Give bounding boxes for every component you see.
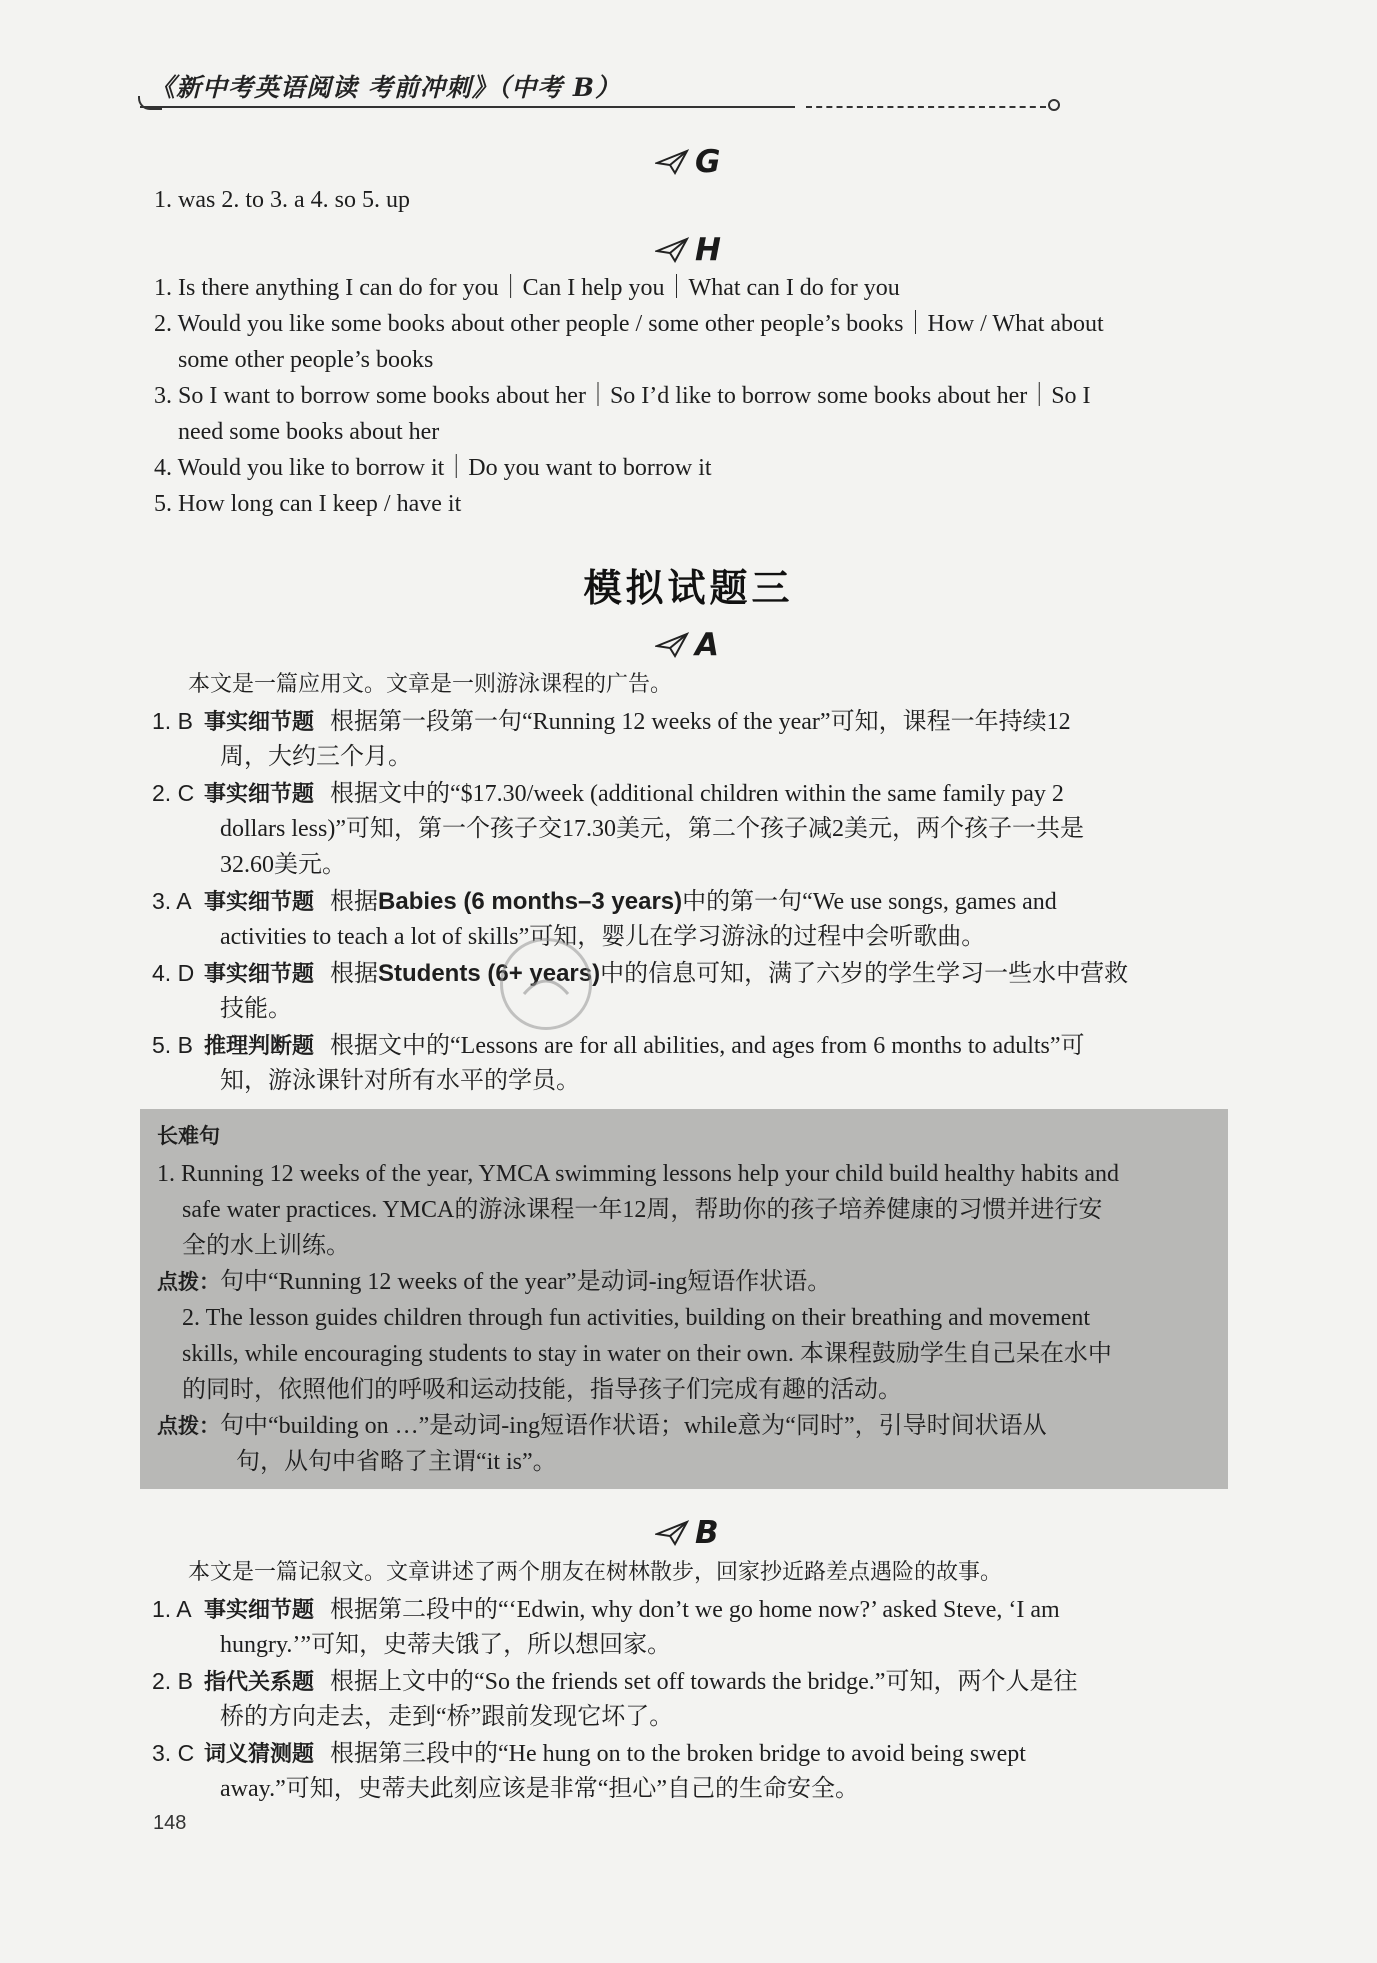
tip-text: 句中“building on …”是动词-ing短语作状语；while意为“同时”，引导时间状语从 bbox=[220, 1413, 1047, 1439]
explanation-text: 根据第一段第一句“Running 12 weeks of the year”可知，课程一年持续12 bbox=[330, 709, 1071, 735]
explanation-text: 根据文中的“$17.30/week (additional children within the same family pay 2 bbox=[330, 781, 1064, 807]
question-type: 事实细节题 bbox=[204, 1598, 315, 1623]
explanation-continued: dollars less)”可知，第一个孩子交17.30美元，第二个孩子减2美元，两个孩子一共是 bbox=[220, 816, 1084, 842]
bold-heading-ref: Students (6+ years) bbox=[378, 960, 601, 987]
tip-line-continued: 句，从句中省略了主谓“it is”。 bbox=[236, 1449, 557, 1475]
section-letter: H bbox=[695, 232, 721, 268]
question-a5 bbox=[152, 1027, 1085, 1065]
question-a1 bbox=[152, 703, 1071, 741]
question-number: 1. B bbox=[152, 708, 193, 734]
section-marker-a bbox=[655, 625, 719, 665]
answer-h-line: some other people’s books bbox=[178, 347, 434, 373]
long-sentence-line: 全的水上训练。 bbox=[182, 1233, 350, 1259]
paper-plane-icon bbox=[655, 237, 689, 263]
explanation-text: 中的信息可知，满了六岁的学生学习一些水中营救 bbox=[600, 961, 1129, 987]
explanation-continued: 桥的方向走去，走到“桥”跟前发现它坏了。 bbox=[220, 1704, 674, 1730]
explanation-continued: activities to teach a lot of skills”可知，婴儿在学习游泳的过程中会听歌曲。 bbox=[220, 924, 986, 950]
section-letter: A bbox=[695, 627, 719, 663]
paper-plane-icon bbox=[655, 632, 689, 658]
explanation-continued: 周，大约三个月。 bbox=[220, 744, 412, 770]
answer-h-line: 3. So I want to borrow some books about her｜So I’d like to borrow some books about her｜So I bbox=[154, 383, 1091, 409]
bold-heading-ref: Babies (6 months–3 years) bbox=[378, 888, 683, 915]
long-sentences-title: 长难句 bbox=[157, 1124, 220, 1148]
explanation-continued: hungry.’”可知，史蒂夫饿了，所以想回家。 bbox=[220, 1632, 672, 1658]
explanation-text: 根据 bbox=[330, 889, 379, 915]
explanation-continued: away.”可知，史蒂夫此刻应该是非常“担心”自己的生命安全。 bbox=[220, 1776, 860, 1802]
section-marker-b bbox=[655, 1513, 719, 1553]
answer-h-line: 5. How long can I keep / have it bbox=[154, 491, 462, 517]
intro-a: 本文是一篇应用文。文章是一则游泳课程的广告。 bbox=[188, 672, 673, 697]
question-b1 bbox=[152, 1591, 1060, 1629]
watermark-stamp bbox=[500, 938, 592, 1030]
question-number: 2. B bbox=[152, 1668, 193, 1694]
long-sentence-line: skills, while encouraging students to stay in water on their own. 本课程鼓励学生自己呆在水中 bbox=[182, 1341, 1112, 1367]
paper-plane-icon bbox=[655, 1520, 689, 1546]
answer-h-line: need some books about her bbox=[178, 419, 440, 445]
tip-label: 点拨： bbox=[157, 1414, 220, 1438]
paper-plane-icon bbox=[655, 149, 689, 175]
book-title-header: 《新中考英语阅读 考前冲刺》（中考 B） bbox=[150, 73, 622, 102]
question-number: 2. C bbox=[152, 780, 195, 806]
question-number: 3. C bbox=[152, 1740, 195, 1766]
watermark-stamp-icon bbox=[516, 964, 576, 1004]
section-letter: B bbox=[695, 1515, 719, 1551]
section-marker-h bbox=[655, 230, 721, 270]
question-type: 事实细节题 bbox=[204, 710, 315, 735]
question-number: 4. D bbox=[152, 960, 195, 986]
explanation-continued: 技能。 bbox=[220, 996, 292, 1022]
header-circle-decoration bbox=[1048, 99, 1060, 111]
exam-title: 模拟试题三 bbox=[583, 566, 794, 610]
tip-text: 句中“Running 12 weeks of the year”是动词-ing短语作状语。 bbox=[220, 1269, 832, 1295]
question-b2 bbox=[152, 1663, 1077, 1701]
tip-line bbox=[157, 1264, 831, 1300]
section-letter: G bbox=[695, 144, 721, 180]
explanation-text: 根据 bbox=[330, 961, 379, 987]
header-rule bbox=[140, 106, 795, 108]
long-sentence-line: safe water practices. YMCA的游泳课程一年12周，帮助你的孩子培养健康的习惯并进行安 bbox=[182, 1197, 1103, 1223]
explanation-continued: 32.60美元。 bbox=[220, 852, 346, 878]
intro-b: 本文是一篇记叙文。文章讲述了两个朋友在树林散步，回家抄近路差点遇险的故事。 bbox=[188, 1560, 1003, 1585]
question-number: 1. A bbox=[152, 1596, 192, 1622]
question-type: 事实细节题 bbox=[204, 890, 315, 915]
long-sentence-line: 2. The lesson guides children through fun activities, building on their breathing and movement bbox=[182, 1305, 1091, 1331]
explanation-continued: 知，游泳课针对所有水平的学员。 bbox=[220, 1068, 580, 1094]
explanation-text: 根据第二段中的“‘Edwin, why don’t we go home now?’ asked Steve, ‘I am bbox=[330, 1597, 1060, 1623]
answer-h-line: 4. Would you like to borrow it｜Do you want to borrow it bbox=[154, 455, 712, 481]
explanation-text: 中的第一句“We use songs, games and bbox=[682, 889, 1057, 915]
long-sentence-line: 的同时，依照他们的呼吸和运动技能，指导孩子们完成有趣的活动。 bbox=[182, 1377, 902, 1403]
explanation-text: 根据上文中的“So the friends set off towards the bridge.”可知，两个人是往 bbox=[330, 1669, 1078, 1695]
tip-label: 点拨： bbox=[157, 1270, 220, 1294]
page-number: 148 bbox=[153, 1812, 187, 1834]
header-dashed-rule bbox=[806, 106, 1046, 108]
answer-h-line: 2. Would you like some books about other people / some other people’s books｜How / What about bbox=[154, 311, 1104, 337]
answer-h-line: 1. Is there anything I can do for you｜Can I help you｜What can I do for you bbox=[154, 275, 900, 301]
long-sentence-line: 1. Running 12 weeks of the year, YMCA swimming lessons help your child build healthy habits and bbox=[157, 1161, 1120, 1187]
explanation-text: 根据文中的“Lessons are for all abilities, and ages from 6 months to adults”可 bbox=[330, 1033, 1085, 1059]
question-a4 bbox=[152, 955, 1128, 993]
question-b3 bbox=[152, 1735, 1026, 1773]
question-type: 指代关系题 bbox=[204, 1670, 315, 1695]
question-type: 事实细节题 bbox=[204, 962, 315, 987]
explanation-text: 根据第三段中的“He hung on to the broken bridge to avoid being swept bbox=[330, 1741, 1026, 1767]
section-marker-g bbox=[655, 142, 720, 182]
question-number: 5. B bbox=[152, 1032, 193, 1058]
question-number: 3. A bbox=[152, 888, 192, 914]
tip-line bbox=[157, 1408, 1047, 1444]
question-type: 词义猜测题 bbox=[204, 1742, 315, 1767]
question-type: 事实细节题 bbox=[204, 782, 315, 807]
question-a2 bbox=[152, 775, 1064, 813]
question-type: 推理判断题 bbox=[204, 1034, 315, 1059]
question-a3 bbox=[152, 883, 1057, 921]
answers-g: 1. was 2. to 3. a 4. so 5. up bbox=[154, 187, 410, 213]
